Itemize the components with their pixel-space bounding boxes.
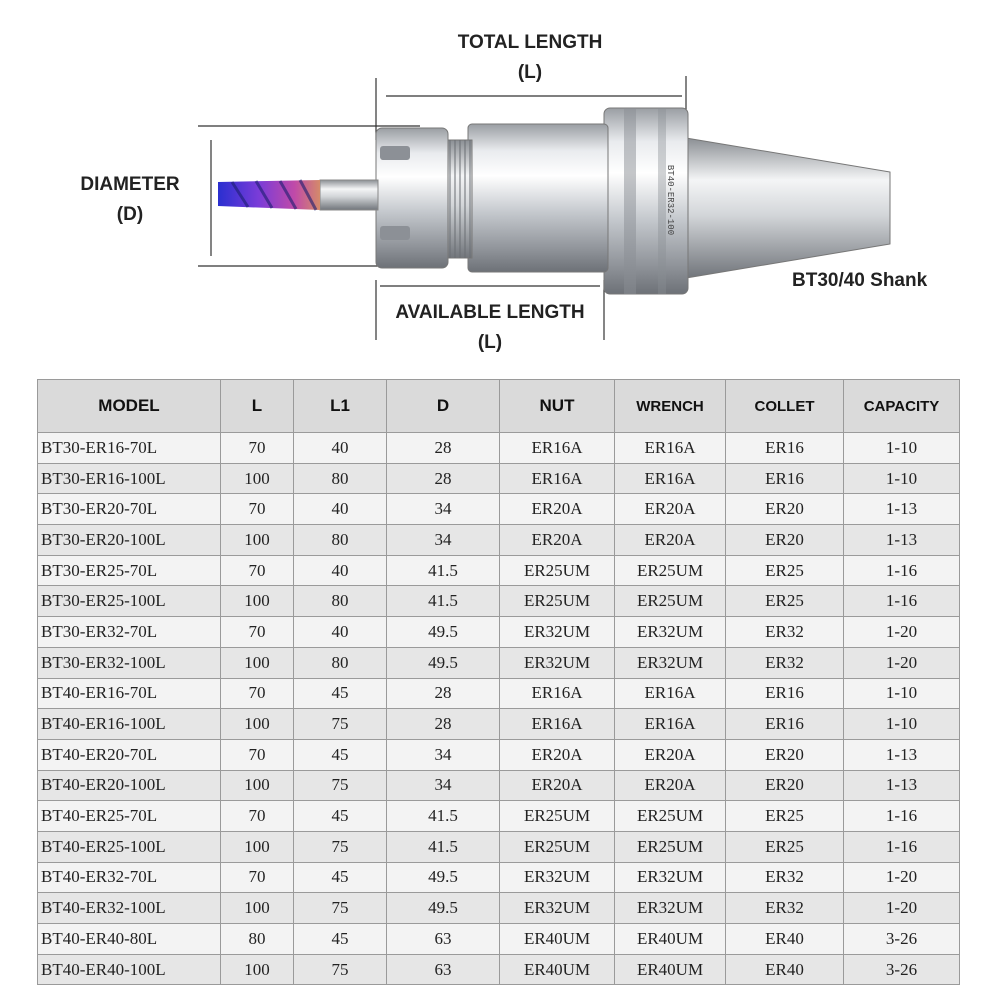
cell-l: 100: [221, 831, 294, 862]
cell-l1: 75: [294, 893, 387, 924]
cell-collet: ER32: [726, 617, 844, 648]
table-row: [38, 924, 960, 955]
diameter-label: [60, 170, 200, 230]
cell-model: BT40-ER16-70L: [38, 678, 221, 709]
cell-collet: ER16: [726, 709, 844, 740]
available-length-label: [380, 298, 600, 358]
cell-d: 63: [387, 954, 500, 985]
total-length-symbol: (L): [517, 62, 543, 83]
cell-model: BT30-ER25-70L: [38, 555, 221, 586]
cell-nut: ER32UM: [500, 862, 615, 893]
cell-l1: 40: [294, 617, 387, 648]
cell-model: BT40-ER16-100L: [38, 709, 221, 740]
cell-nut: ER32UM: [500, 893, 615, 924]
cell-nut: ER25UM: [500, 801, 615, 832]
cell-collet: ER16: [726, 678, 844, 709]
cell-l1: 75: [294, 954, 387, 985]
cell-l1: 80: [294, 647, 387, 678]
cell-collet: ER25: [726, 831, 844, 862]
cell-capacity: 1-10: [844, 463, 960, 494]
header-wrench: WRENCH: [615, 380, 726, 433]
total-length-text: TOTAL LENGTH: [457, 32, 603, 53]
cell-model: BT30-ER25-100L: [38, 586, 221, 617]
cell-l: 70: [221, 801, 294, 832]
table-row: [38, 862, 960, 893]
cell-model: BT40-ER32-100L: [38, 893, 221, 924]
cell-d: 41.5: [387, 801, 500, 832]
cell-wrench: ER25UM: [615, 801, 726, 832]
available-length-symbol: (L): [477, 332, 503, 353]
cell-l: 100: [221, 709, 294, 740]
total-length-label: [430, 28, 630, 88]
cell-model: BT40-ER40-100L: [38, 954, 221, 985]
cell-l1: 75: [294, 831, 387, 862]
cell-model: BT30-ER32-70L: [38, 617, 221, 648]
cell-model: BT30-ER32-100L: [38, 647, 221, 678]
cell-wrench: ER16A: [615, 463, 726, 494]
cell-l: 100: [221, 525, 294, 556]
cell-wrench: ER32UM: [615, 893, 726, 924]
table-row: [38, 831, 960, 862]
engraving-text: BT40-ER32-100: [665, 164, 675, 236]
cell-d: 49.5: [387, 862, 500, 893]
cell-d: 28: [387, 433, 500, 464]
cell-wrench: ER32UM: [615, 617, 726, 648]
cell-l: 100: [221, 463, 294, 494]
header-model: MODEL: [38, 380, 221, 433]
shank-label: BT30/40 Shank: [792, 270, 928, 291]
cell-d: 63: [387, 924, 500, 955]
table-row: [38, 494, 960, 525]
cell-l1: 45: [294, 739, 387, 770]
cell-l1: 75: [294, 709, 387, 740]
cell-l: 100: [221, 770, 294, 801]
cell-model: BT40-ER32-70L: [38, 862, 221, 893]
cell-l: 100: [221, 893, 294, 924]
table-row: [38, 647, 960, 678]
cell-model: BT30-ER20-100L: [38, 525, 221, 556]
cell-nut: ER25UM: [500, 831, 615, 862]
cell-nut: ER20A: [500, 494, 615, 525]
cell-collet: ER40: [726, 954, 844, 985]
cell-capacity: 1-20: [844, 862, 960, 893]
cell-d: 34: [387, 525, 500, 556]
cell-model: BT40-ER40-80L: [38, 924, 221, 955]
cell-model: BT40-ER20-70L: [38, 739, 221, 770]
cell-l1: 40: [294, 555, 387, 586]
cell-capacity: 1-16: [844, 586, 960, 617]
cell-capacity: 1-10: [844, 709, 960, 740]
cell-collet: ER16: [726, 433, 844, 464]
cell-nut: ER25UM: [500, 586, 615, 617]
cell-wrench: ER16A: [615, 433, 726, 464]
cell-l: 80: [221, 924, 294, 955]
cell-capacity: 3-26: [844, 924, 960, 955]
table-row: [38, 709, 960, 740]
cell-nut: ER16A: [500, 678, 615, 709]
header-collet: COLLET: [726, 380, 844, 433]
cell-capacity: 3-26: [844, 954, 960, 985]
cell-l1: 80: [294, 586, 387, 617]
cell-capacity: 1-16: [844, 801, 960, 832]
table-body: [38, 433, 960, 985]
cell-capacity: 1-10: [844, 678, 960, 709]
table-row: [38, 739, 960, 770]
cell-wrench: ER25UM: [615, 831, 726, 862]
cell-nut: ER20A: [500, 525, 615, 556]
cell-collet: ER20: [726, 494, 844, 525]
cell-l: 70: [221, 494, 294, 525]
cell-d: 49.5: [387, 617, 500, 648]
cell-nut: ER16A: [500, 433, 615, 464]
cell-capacity: 1-16: [844, 831, 960, 862]
cell-nut: ER32UM: [500, 617, 615, 648]
cell-wrench: ER20A: [615, 739, 726, 770]
cell-d: 41.5: [387, 586, 500, 617]
table-row: [38, 893, 960, 924]
spec-table: [37, 379, 960, 985]
cell-l1: 40: [294, 433, 387, 464]
table-row: [38, 433, 960, 464]
cell-d: 34: [387, 739, 500, 770]
cell-collet: ER25: [726, 555, 844, 586]
cell-collet: ER32: [726, 893, 844, 924]
cell-d: 28: [387, 463, 500, 494]
cell-collet: ER40: [726, 924, 844, 955]
diameter-text: DIAMETER: [80, 174, 180, 195]
cell-wrench: ER32UM: [615, 647, 726, 678]
cell-capacity: 1-13: [844, 739, 960, 770]
cell-l: 100: [221, 647, 294, 678]
cell-d: 49.5: [387, 647, 500, 678]
cell-model: BT40-ER20-100L: [38, 770, 221, 801]
cell-model: BT30-ER20-70L: [38, 494, 221, 525]
cell-l: 100: [221, 954, 294, 985]
cell-collet: ER20: [726, 739, 844, 770]
cell-l1: 75: [294, 770, 387, 801]
cell-wrench: ER32UM: [615, 862, 726, 893]
cell-l: 70: [221, 555, 294, 586]
cell-d: 49.5: [387, 893, 500, 924]
cell-d: 34: [387, 494, 500, 525]
cell-l: 70: [221, 617, 294, 648]
cell-collet: ER16: [726, 463, 844, 494]
cell-collet: ER20: [726, 770, 844, 801]
cell-capacity: 1-10: [844, 433, 960, 464]
cell-collet: ER25: [726, 801, 844, 832]
cell-nut: ER16A: [500, 709, 615, 740]
table-row: [38, 678, 960, 709]
cell-l: 70: [221, 433, 294, 464]
cell-wrench: ER16A: [615, 709, 726, 740]
header-nut: NUT: [500, 380, 615, 433]
cell-l1: 80: [294, 525, 387, 556]
cell-nut: ER32UM: [500, 647, 615, 678]
cell-capacity: 1-20: [844, 647, 960, 678]
holder-body: [468, 124, 608, 272]
cell-capacity: 1-16: [844, 555, 960, 586]
header-l: L: [221, 380, 294, 433]
cell-collet: ER32: [726, 862, 844, 893]
table-row: [38, 801, 960, 832]
cell-model: BT30-ER16-100L: [38, 463, 221, 494]
cell-capacity: 1-20: [844, 893, 960, 924]
cell-model: BT30-ER16-70L: [38, 433, 221, 464]
table-row: [38, 525, 960, 556]
header-d: D: [387, 380, 500, 433]
table-row: [38, 954, 960, 985]
table-row: [38, 463, 960, 494]
cell-l: 100: [221, 586, 294, 617]
cell-d: 28: [387, 709, 500, 740]
cell-d: 34: [387, 770, 500, 801]
cell-l: 70: [221, 862, 294, 893]
cell-l1: 45: [294, 678, 387, 709]
cell-d: 28: [387, 678, 500, 709]
cell-model: BT40-ER25-100L: [38, 831, 221, 862]
cell-model: BT40-ER25-70L: [38, 801, 221, 832]
cell-collet: ER20: [726, 525, 844, 556]
diameter-symbol: (D): [116, 204, 144, 225]
cell-d: 41.5: [387, 555, 500, 586]
cell-wrench: ER20A: [615, 525, 726, 556]
cell-nut: ER40UM: [500, 924, 615, 955]
cell-wrench: ER25UM: [615, 555, 726, 586]
table-row: [38, 586, 960, 617]
cell-l1: 45: [294, 862, 387, 893]
cell-capacity: 1-13: [844, 770, 960, 801]
cell-wrench: ER40UM: [615, 924, 726, 955]
cell-capacity: 1-13: [844, 494, 960, 525]
header-capacity: CAPACITY: [844, 380, 960, 433]
cell-wrench: ER16A: [615, 678, 726, 709]
cell-collet: ER32: [726, 647, 844, 678]
end-mill-shank: [320, 180, 378, 210]
cell-collet: ER25: [726, 586, 844, 617]
cell-l1: 80: [294, 463, 387, 494]
table-row: [38, 770, 960, 801]
cell-wrench: ER20A: [615, 770, 726, 801]
table-header-row: [38, 380, 960, 433]
product-diagram: [0, 0, 1001, 370]
header-l1: L1: [294, 380, 387, 433]
cell-l1: 45: [294, 924, 387, 955]
taper-shank: [686, 138, 890, 278]
cell-nut: ER25UM: [500, 555, 615, 586]
cell-wrench: ER40UM: [615, 954, 726, 985]
cell-l1: 45: [294, 801, 387, 832]
cell-d: 41.5: [387, 831, 500, 862]
cell-nut: ER20A: [500, 770, 615, 801]
cell-nut: ER20A: [500, 739, 615, 770]
available-length-text: AVAILABLE LENGTH: [395, 302, 585, 323]
cell-nut: ER40UM: [500, 954, 615, 985]
cell-wrench: ER25UM: [615, 586, 726, 617]
cell-l1: 40: [294, 494, 387, 525]
table-row: [38, 555, 960, 586]
cell-nut: ER16A: [500, 463, 615, 494]
cell-capacity: 1-13: [844, 525, 960, 556]
cell-wrench: ER20A: [615, 494, 726, 525]
cell-l: 70: [221, 678, 294, 709]
table-row: [38, 617, 960, 648]
cell-l: 70: [221, 739, 294, 770]
cell-capacity: 1-20: [844, 617, 960, 648]
